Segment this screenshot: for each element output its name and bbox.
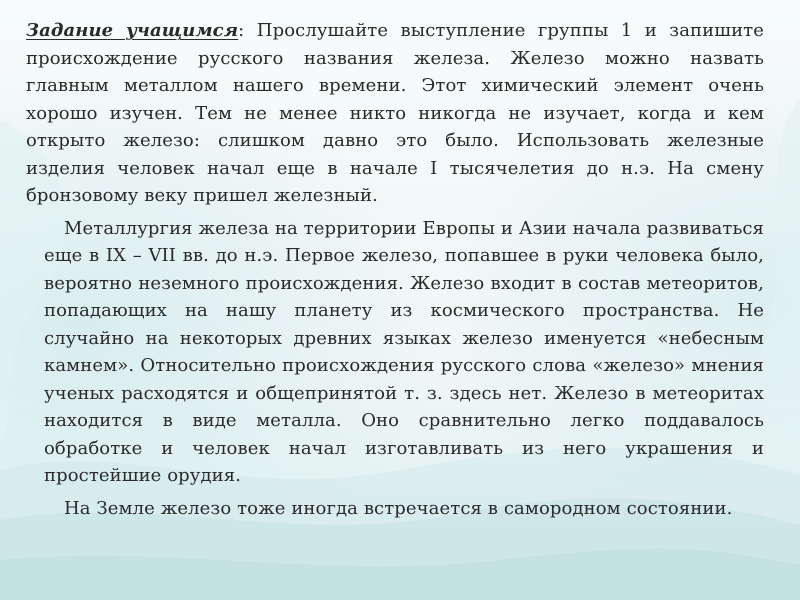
paragraph-1-text: Прослушайте выступление группы 1 и запишите происхождение русского названия железа. Железо можно назвать главным металлом нашего времени. Этот химический элемент очень хорошо изучен. Тем не менее никто никогда не изучает, когда и кем открыто железо: слишком давно это было. Использовать железные изделия человек начал еще в начале I тысячелетия до н.э. На смену бронзовому веку пришел железный.	[26, 20, 764, 206]
main-text-block	[26, 17, 764, 522]
task-colon: :	[238, 20, 257, 41]
paragraph-native-iron: На Земле железо тоже иногда встречается в самородном состоянии.	[64, 497, 733, 519]
paragraph-intro	[26, 17, 764, 210]
task-label: Задание учащимся	[26, 20, 239, 41]
paragraph-metallurgy: Металлургия железа на территории Европы и Азии начала развиваться еще в IX – VII вв. до н.э. Первое железо, попавшее в руки человека было, вероятно неземного происхождения. Железо входит в состав метеоритов, попадающих на нашу планету из космического пространства. Не случайно на некоторых древних языках железо именуется «небесным камнем». Относительно происхождения русского слова «железо» мнения ученых расходятся и общепринятой т. з. здесь нет. Железо в метеоритах находится в виде металла. Оно сравнительно легко поддавалось обработке и человек начал изготавливать из него украшения и простейшие орудия.	[44, 217, 764, 486]
